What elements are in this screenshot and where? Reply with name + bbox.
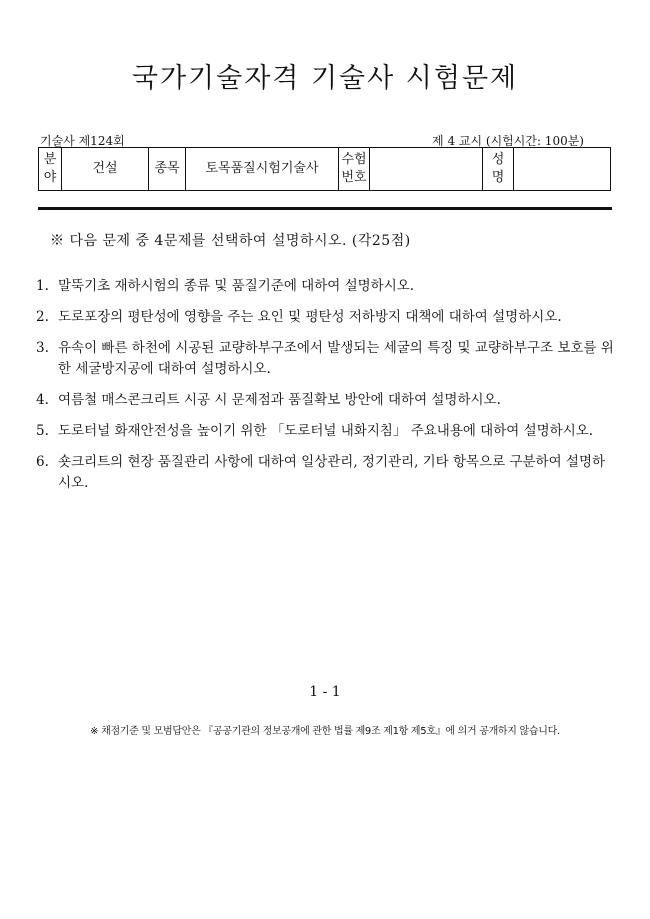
exam-number-field[interactable] — [370, 148, 483, 191]
question-text: 말뚝기초 재하시험의 종류 및 품질기준에 대하여 설명하시오. — [58, 278, 415, 294]
question-item — [36, 307, 616, 328]
exam-title: 국가기술자격 기술사 시험문제 — [131, 63, 519, 94]
question-number: 5. — [36, 423, 49, 439]
question-text: 유속이 빠른 하천에 시공된 교량하부구조에서 발생되는 세굴의 특징 및 교량하부구조 보호를 위한 세굴방지공에 대하여 설명하시오. — [58, 340, 614, 377]
question-number: 2. — [36, 309, 49, 325]
question-item — [36, 390, 616, 411]
name-label: 성 명 — [483, 148, 514, 191]
field-label: 분 야 — [39, 148, 62, 191]
field-value: 건설 — [62, 148, 149, 191]
name-field[interactable] — [514, 148, 611, 191]
category-label: 종목 — [149, 148, 186, 191]
disclosure-footnote: ※ 채점기준 및 모범답안은 『공공기관의 정보공개에 관한 법률 제9조 제1항 제5호』에 의거 공개하지 않습니다. — [90, 726, 560, 737]
question-list — [36, 276, 616, 504]
question-number: 4. — [36, 392, 49, 408]
question-number: 3. — [36, 340, 49, 356]
question-number: 6. — [36, 454, 49, 470]
page-number: 1 - 1 — [309, 684, 341, 700]
category-value: 토목품질시험기술사 — [186, 148, 339, 191]
divider — [38, 207, 612, 210]
question-item — [36, 276, 616, 297]
question-text: 도로터널 화재안전성을 높이기 위한 「도로터널 내화지침」 주요내용에 대하여 설명하시오. — [58, 423, 594, 439]
exam-header-table — [38, 147, 611, 191]
question-item — [36, 452, 616, 494]
question-number: 1. — [36, 278, 49, 294]
exam-number-label: 수험 번호 — [339, 148, 370, 191]
exam-session: 제 4 교시 (시험시간: 100분) — [432, 134, 584, 148]
question-text: 숏크리트의 현장 품질관리 사항에 대하여 일상관리, 정기관리, 기타 항목으로 구분하여 설명하시오. — [58, 454, 606, 491]
exam-round: 기술사 제124회 — [40, 134, 125, 148]
instruction: ※ 다음 문제 중 4문제를 선택하여 설명하시오. (각25점) — [50, 233, 411, 249]
question-item — [36, 338, 616, 380]
question-item — [36, 421, 616, 442]
question-text: 여름철 매스콘크리트 시공 시 문제점과 품질확보 방안에 대하여 설명하시오. — [58, 392, 501, 408]
question-text: 도로포장의 평탄성에 영향을 주는 요인 및 평탄성 저하방지 대책에 대하여 설명하시오. — [58, 309, 562, 325]
